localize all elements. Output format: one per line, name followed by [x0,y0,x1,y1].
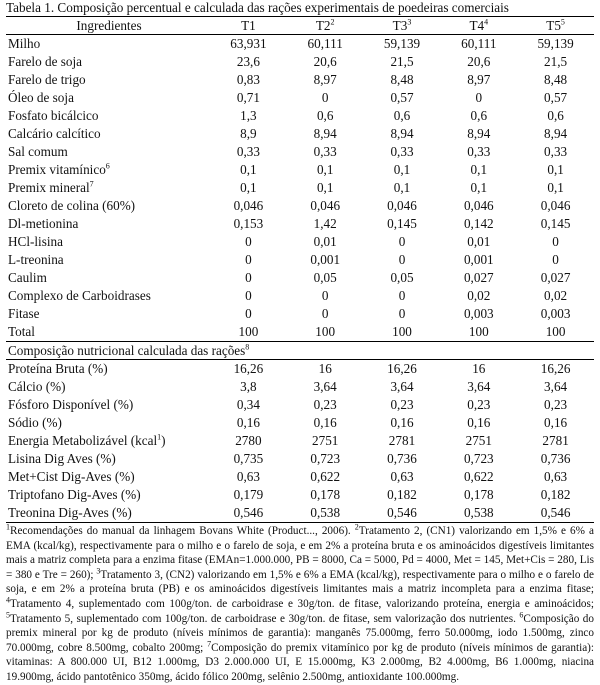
cell-t2: 0,05 [313,270,337,285]
cell-t3: 3,64 [390,379,414,394]
cell-t4: 0 [475,90,483,105]
cell-t1: 2780 [235,433,262,448]
cell-t4: 8,97 [467,72,491,87]
ingredient-row [6,197,594,215]
cell-t4: 0,001 [463,252,494,267]
header-t4: $T4^4$ [440,17,517,35]
cell-t5: 0,546 [517,504,594,523]
cell-t4: 0,33 [467,144,491,159]
cell-t2: 16 [318,361,332,376]
row-label: Fósforo Disponível (%) [8,397,134,412]
ingredient-row [6,179,594,197]
cell-t5: 59,139 [537,36,574,51]
cell-t4: 8,94 [467,126,491,141]
cell-t1: 0,71 [236,90,260,105]
cell-t4: 0,23 [467,397,491,412]
footnote-marker: 4 [6,595,10,605]
cell-t1: 0,546 [210,504,287,523]
row-label: Sódio (%) [8,415,62,430]
cell-t2: 100 [315,324,336,339]
cell-t3: 0,57 [390,90,414,105]
cell-t1: 0,34 [236,397,260,412]
cell-t2: 0,538 [287,504,364,523]
cell-t1: 0,046 [233,198,264,213]
footnote-text: Tratamento 3, (CN2) valorizando em 1,5% e 6% a EMA (kcal/kg), respectivamente para o milho e o farelo de soja, e em 2% a proteína bruta (PB) e os aminoácidos digestíveis limitantes mais a matriz incompleta para a enzima fitase; [6,568,594,596]
row-label: Fitase [8,306,40,321]
footnote-text: Composição do premix vitamínico por kg de produto (níveis mínimos de garantia): vitaminas: A 800.000 UI, B12 1.000mg, D3 2.000.000 UI, E 15.000mg, K3 2.000mg, B2 4.000mg, B6 1.000mg, niacina 19.900mg, ácido pantotênico 350mg, ácido fólico 200mg, selênio 2.500mg, antioxidante 100.000mg. [6,641,594,683]
cell-t1: 0,735 [233,451,264,466]
footnote-marker: 1 [6,522,10,532]
cell-t2: 20,6 [313,54,337,69]
cell-t2: 8,97 [313,72,337,87]
cell-t2: 60,111 [307,36,343,51]
cell-t3: 0,182 [387,487,417,502]
ingredient-row [6,125,594,143]
cell-t2: 0,1 [316,162,334,177]
ingredient-row [6,323,594,342]
cell-t4: 0,723 [463,451,494,466]
cell-t3: 8,48 [390,72,414,87]
row-label: Caulim [8,270,47,285]
cell-t3: 0,16 [390,415,414,430]
table-caption: Tabela 1. Composição percentual e calculada das rações experimentais de poedeiras comerciais [6,0,509,15]
ingredient-row [6,35,594,54]
nutrient-row [6,486,594,504]
cell-t5: 0,182 [540,487,571,502]
footnote-text: Tratamento 4, suplementado com 100g/ton. de carboidrase e 30g/ton. de fitase, valorizando proteína, energia e aminoácidos; [10,597,594,610]
cell-t3: 0 [398,288,406,303]
cell-t2: 0,23 [313,397,337,412]
cell-t3: 2781 [388,433,416,448]
ingredient-row [6,161,594,179]
row-label: Calcário calcítico [8,126,101,141]
cell-t1: 0,16 [236,415,260,430]
cell-t1: 0,33 [236,144,260,159]
row-label: Premix vitamínico$^6$ [8,161,110,177]
ingredient-row [6,53,594,71]
cell-t3: 16,26 [387,361,417,376]
cell-t3: 0,33 [390,144,414,159]
cell-t3: 0,736 [387,451,417,466]
cell-t5: 0,027 [540,270,571,285]
row-label: Cálcio (%) [8,379,66,394]
cell-t1: 0 [245,252,252,267]
cell-t4: 3,64 [467,379,491,394]
cell-t2: 0,1 [316,180,334,195]
cell-t2: 0 [321,90,329,105]
cell-t3: 21,5 [390,54,414,69]
nutrient-row [6,396,594,414]
nutrient-row [6,414,594,432]
nutrient-row [6,360,594,379]
cell-t5: 21,5 [544,54,568,69]
row-label: Farelo de trigo [8,72,86,87]
cell-t4: 0,622 [463,469,494,484]
cell-t4: 0,1 [470,180,488,195]
cell-t5: 0,1 [547,180,564,195]
header-t1: T1 [210,17,287,35]
cell-t1: 63,931 [230,36,267,51]
cell-t3: 0,546 [364,504,441,523]
cell-t5: 0 [552,252,559,267]
cell-t2: 0,6 [316,108,334,123]
row-label: Treonina Dig-Aves (%) [6,504,210,523]
cell-t5: 0,736 [540,451,571,466]
cell-t4: 60,111 [461,36,497,51]
cell-t3: 0,6 [393,108,411,123]
cell-t4: 0,16 [467,415,491,430]
cell-t3: 0 [398,234,406,249]
cell-t5: 0,63 [544,469,568,484]
row-label: Óleo de soja [8,90,74,105]
ingredient-row [6,143,594,161]
cell-t1: 0,83 [236,72,260,87]
cell-t4: 0,178 [463,487,494,502]
cell-t5: 2781 [542,433,569,448]
ingredient-row [6,107,594,125]
cell-t3: 0,23 [390,397,414,412]
cell-t2: 0,33 [313,144,337,159]
cell-t1: 23,6 [236,54,260,69]
cell-t1: 0,153 [233,216,264,231]
cell-t5: 0,33 [544,144,568,159]
cell-t2: 0,01 [313,234,337,249]
row-label: Cloreto de colina (60%) [8,198,136,213]
cell-t5: 0,57 [544,90,568,105]
ingredient-row [6,269,594,287]
cell-t3: 0,1 [393,180,411,195]
footnote-marker: 7 [207,639,212,649]
cell-t3: 0,046 [387,198,417,213]
row-label: Farelo de soja [8,54,82,69]
cell-t2: 1,42 [313,216,337,231]
cell-t4: 0,027 [463,270,494,285]
footnotes [6,522,594,683]
cell-t1: 0 [245,234,252,249]
footnote-text: Composição do premix mineral por kg de produto (níveis mínimos de garantia): manganês 75.000mg, ferro 50.000mg, iodo 1.500mg, zinco 70.000mg, cobre 8.500mg, cobalto 200mg; [6,612,594,654]
cell-t1: 0,179 [233,487,264,502]
cell-t1: 0 [245,270,252,285]
composition-table [6,16,594,523]
cell-t1: 0 [245,306,252,321]
cell-t5: 16,26 [540,361,571,376]
cell-t2: 0,16 [313,415,337,430]
cell-t1: 1,3 [240,108,257,123]
nutrient-row [6,378,594,396]
ingredient-row [6,305,594,323]
section-nutritional-title: Composição nutricional calculada das rações$^8$ [6,342,594,360]
cell-t4: 0,1 [470,162,488,177]
cell-t2: 2751 [312,433,339,448]
ingredients-body [6,35,594,342]
header-t2: $T2^2$ [287,17,364,35]
cell-t1: 8,9 [240,126,257,141]
cell-t4: 0,046 [463,198,494,213]
row-label: Complexo de Carboidrases [8,288,151,303]
cell-t3: 100 [392,324,412,339]
section-nutritional-header [6,342,594,360]
cell-t2: 0,001 [310,252,341,267]
cell-t1: 0,1 [240,162,257,177]
row-label: Sal comum [8,144,68,159]
row-label: Premix mineral$^7$ [8,179,94,195]
cell-t4: 100 [468,324,489,339]
cell-t5: 3,64 [544,379,568,394]
row-label: HCl-lisina [8,234,63,249]
cell-t2: 0 [321,306,329,321]
footnote-marker: 3 [96,566,101,576]
cell-t3: 0,1 [393,162,411,177]
cell-t3: 59,139 [383,36,421,51]
footnote-marker: 6 [519,609,524,619]
row-label: Fosfato bicálcico [8,108,99,123]
ingredient-row [6,287,594,305]
cell-t2: 0,723 [310,451,341,466]
cell-t1: 0 [245,288,252,303]
cell-t2: 0,622 [310,469,341,484]
cell-t5: 0,02 [544,288,568,303]
row-label: Dl-metionina [8,216,79,231]
cell-t2: 0,046 [310,198,341,213]
nutrients-body [6,360,594,523]
cell-t1: 0,63 [236,469,260,484]
cell-t4: 0,02 [467,288,491,303]
nutrient-row [6,504,594,523]
row-label: Met+Cist Dig-Aves (%) [8,469,135,484]
row-label: L-treonina [8,252,64,267]
cell-t4: 2751 [465,433,492,448]
cell-t1: 0,1 [240,180,257,195]
row-label: Proteína Bruta (%) [8,361,108,376]
cell-t3: 0,145 [387,216,417,231]
footnote-text: Tratamento 2, (CN1) valorizando em 1,5% e 6% a EMA (kcal/kg), respectivamente para o milho e o farelo de soja, e em 2% a proteína bruta e os aminoácidos digestíveis limitantes mais a matriz completa para a enzima fitase (EMAn=1.000.000, PB = 8000, Ca = 5000, Pd = 4000, Met = 145, Met+Cis = 280, Lis = 380 e Tre = 260); [6,525,594,581]
cell-t4: 0,6 [470,108,488,123]
cell-t5: 100 [545,324,566,339]
cell-t3: 0,05 [390,270,414,285]
nutrient-row [6,468,594,486]
cell-t3: 0 [398,306,406,321]
cell-t5: 0,003 [540,306,571,321]
row-label: Lisina Dig Aves (%) [8,451,116,466]
row-label: Energia Metabolizável (kcal$^1$) [8,432,166,448]
nutrient-row [6,432,594,450]
cell-t5: 8,48 [544,72,568,87]
cell-t4: 0,142 [463,216,494,231]
cell-t4: 20,6 [467,54,491,69]
ingredient-row [6,89,594,107]
cell-t2: 8,94 [313,126,337,141]
cell-t1: 3,8 [240,379,257,394]
cell-t5: 0,23 [544,397,568,412]
header-t5: $T5^5$ [517,17,594,35]
header-ingredients: Ingredientes [6,17,210,35]
cell-t4: 0,01 [467,234,491,249]
row-label: Total [8,324,35,339]
ingredient-row [6,233,594,251]
cell-t3: 0 [398,252,406,267]
cell-t5: 0,046 [540,198,571,213]
footnote-text: Tratamento 5, suplementado com 100g/ton. de carboidrase e 30g/ton. de fitase, sem valorização dos nutrientes. [10,612,520,625]
cell-t3: 0,63 [390,469,414,484]
row-label: Milho [8,36,41,51]
cell-t5: 0,1 [547,162,564,177]
ingredient-row [6,71,594,89]
cell-t5: 0 [552,234,559,249]
nutrient-row [6,450,594,468]
cell-t4: 0,538 [440,504,517,523]
header-t3: $T3^3$ [364,17,441,35]
header-row [6,17,594,35]
cell-t5: 0,16 [544,415,568,430]
cell-t4: 16 [472,361,486,376]
cell-t5: 8,94 [544,126,568,141]
cell-t2: 3,64 [313,379,337,394]
footnote-marker: 2 [354,522,359,532]
cell-t3: 8,94 [390,126,414,141]
cell-t4: 0,003 [463,306,494,321]
footnote-text: Recomendações do manual da linhagem Bovans White (Product..., 2006). [10,525,355,537]
cell-t1: 100 [238,324,259,339]
cell-t5: 0,145 [540,216,571,231]
cell-t1: 16,26 [233,361,264,376]
cell-t5: 0,6 [547,108,564,123]
ingredient-row [6,251,594,269]
cell-t2: 0,178 [310,487,341,502]
footnote-marker: 5 [6,609,10,619]
cell-t2: 0 [321,288,329,303]
row-label: Triptofano Dig-Aves (%) [8,487,141,502]
ingredient-row [6,215,594,233]
